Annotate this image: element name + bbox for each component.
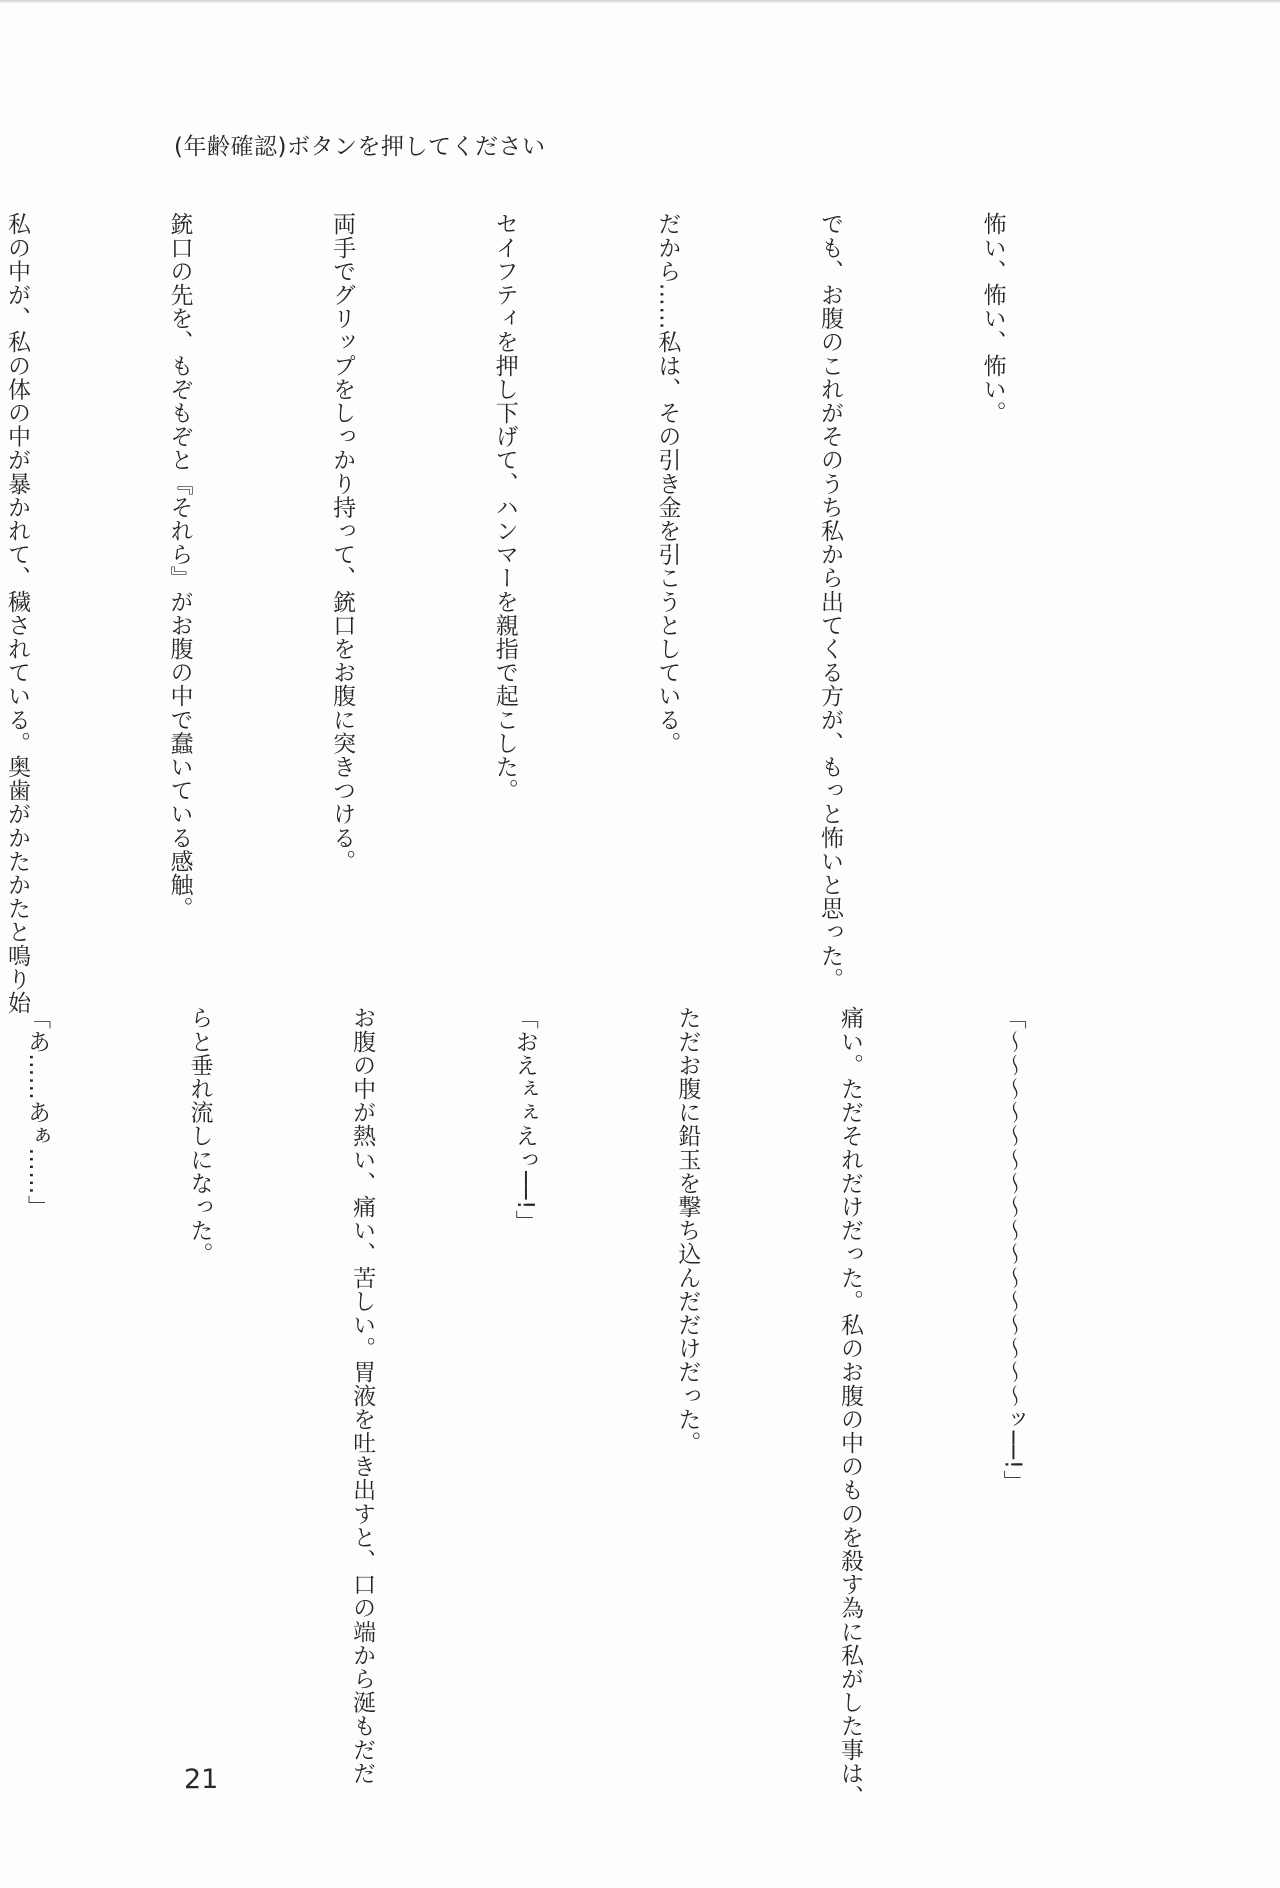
- text-line: 銃口の先を、もぞもぞと『それら』がお腹の中で蠢いている感触。: [166, 212, 193, 920]
- text-line: ただお腹に鉛玉を撃ち込んだだけだった。: [674, 1006, 701, 1455]
- page-number: 21: [184, 1764, 219, 1795]
- text-line: 「あ……あぁ……」: [23, 1006, 50, 1219]
- text-line: 私の中が、私の体の中が暴かれて、穢されている。奥歯がかたかたと鳴り始: [3, 212, 30, 1015]
- header-note: (年齢確認)ボタンを押してください: [174, 134, 546, 160]
- text-line: 「〜〜〜〜〜〜〜〜〜〜〜〜〜〜〜〜ッ──!」: [999, 1006, 1026, 1494]
- text-line: 「おえぇぇえっ──!」: [511, 1006, 538, 1234]
- text-line: 両手でグリップをしっかり持って、銃口をお腹に突きつける。: [329, 212, 356, 873]
- top-edge-rule: [0, 0, 1280, 3]
- text-line: お腹の中が熱い、痛い、苦しい。胃液を吐き出すと、口の端から涎もだだ: [349, 1006, 376, 1785]
- text-line: 痛い。ただそれだけだった。私のお腹の中のものを殺す為に私がした事は、: [836, 1006, 863, 1809]
- text-line: だから……私は、その引き金を引こうとしている。: [654, 212, 681, 755]
- text-line: でも、お腹のこれがそのうち私から出てくる方が、もっと怖いと思った。: [816, 212, 843, 991]
- text-line: 怖い、怖い、怖い。: [979, 212, 1006, 425]
- upper-text-block: [3, 212, 1128, 1015]
- text-line: セイフティを押し下げて、ハンマーを親指で起こした。: [491, 212, 518, 802]
- text-line: らと垂れ流しになった。: [186, 1006, 213, 1266]
